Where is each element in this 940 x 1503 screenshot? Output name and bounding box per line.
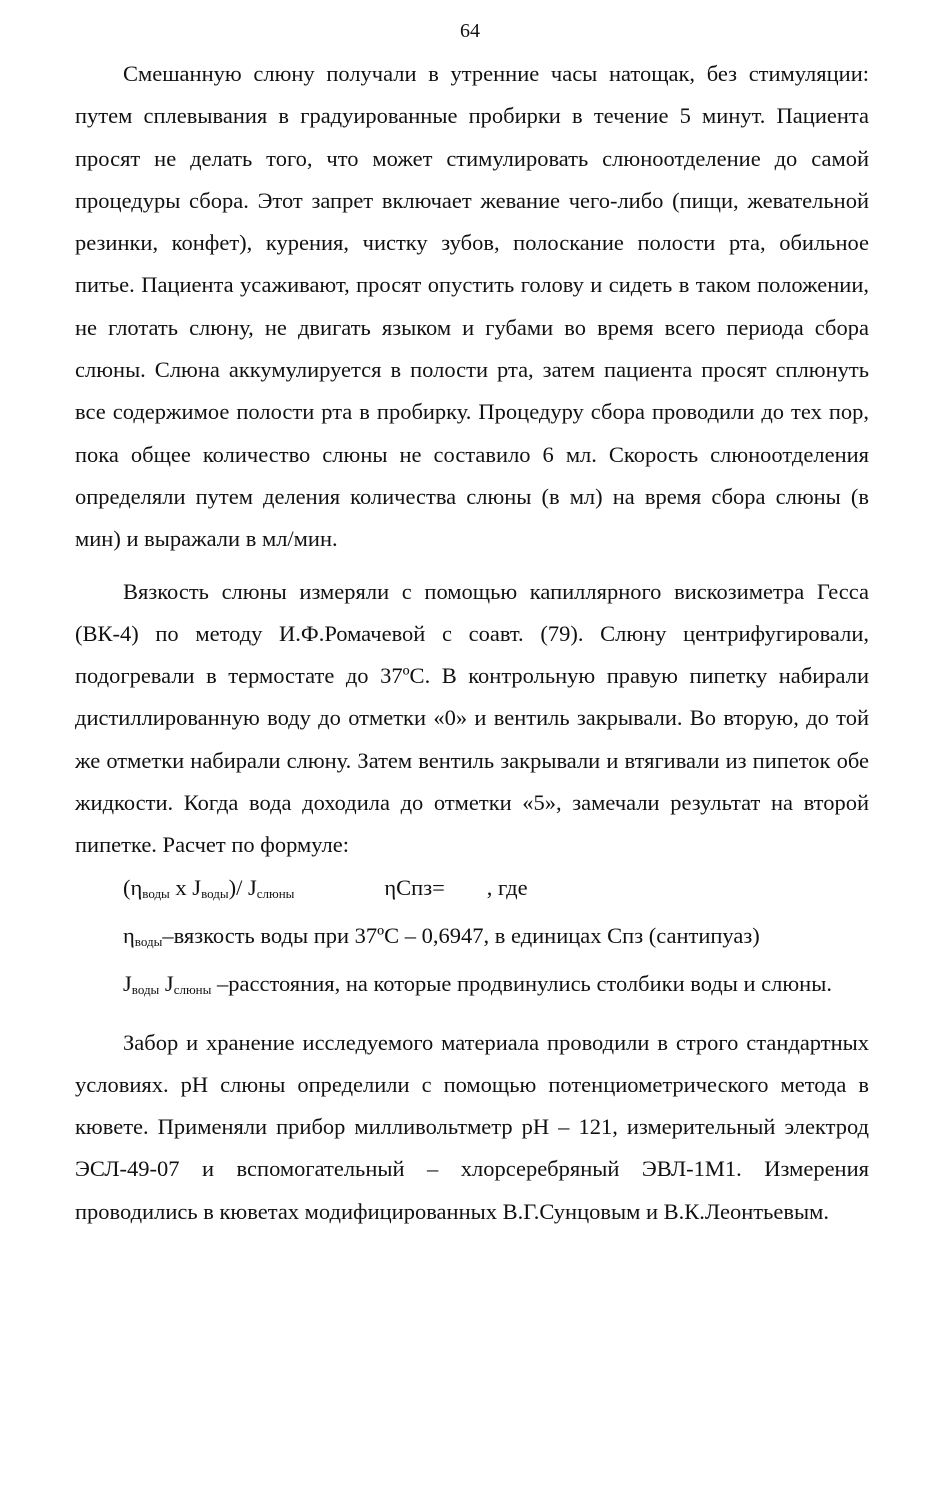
- definition-water-viscosity: [75, 915, 869, 963]
- definition-distances: [75, 963, 869, 1011]
- formula-divide: )/ J: [228, 874, 257, 900]
- document-body: [75, 53, 869, 1233]
- def2-symbol2: J: [159, 971, 174, 997]
- paragraph-saliva-collection: Смешанную слюну получали в утренние часы натощак, без стимуляции: путем сплевывания в градуированные пробирки в течение 5 минут. Пациента просят не делать того, что может стимулировать слюноотделение до самой процедуры сбора. Этот запрет включает жевание чего-либо (пищи, жевательной резинки, конфет), курения, чистку зубов, полоскание полости рта, обильное питье. Пациента усаживают, просят опустить голову и сидеть в таком положении, не глотать слюну, не двигать языком и губами во время всего периода сбора слюны. Слюна аккумулируется в полости рта, затем пациента просят сплюнуть все содержимое полости рта в пробирку. Процедуру сбора проводили до тех пор, пока общее количество слюны не составило 6 мл. Скорость слюноотделения определяли путем деления количества слюны (в мл) на время сбора слюны (в мин) и выражали в мл/мин.: [75, 61, 869, 552]
- def1-text: –вязкость воды при 37ºС – 0,6947, в единицах Спз (сантипуаз): [162, 922, 760, 948]
- def2-sub2: слюны: [173, 982, 212, 998]
- formula-sub-water-2: воды: [201, 885, 229, 901]
- page-number: 64: [460, 20, 480, 42]
- def1-sub: воды: [134, 933, 163, 949]
- formula-sub-saliva: слюны: [256, 885, 295, 901]
- viscosity-formula: [75, 867, 869, 915]
- paragraph-ph-measurement: Забор и хранение исследуемого материала проводили в строго стандартных условиях. pH слюны определили с помощью потенциометрического метода в кювете. Применяли прибор милливольтметр pH – 121, измерительный электрод ЭСЛ-49-07 и вспомогательный – хлорсеребряный ЭВЛ-1М1. Измерения проводились в кюветах модифицированных В.Г.Сунцовым и В.К.Леонтьевым.: [75, 1029, 869, 1224]
- formula-tail: , где: [486, 874, 528, 900]
- def2-symbol1: J: [123, 971, 132, 997]
- def2-sub1: воды: [131, 982, 160, 998]
- def1-symbol: η: [123, 922, 135, 948]
- formula-times: x J: [169, 874, 202, 900]
- formula-open: (η: [123, 874, 143, 900]
- paragraph-viscosity: Вязкость слюны измеряли с помощью капиллярного вискозиметра Гесса (ВК-4) по методу И.Ф.Ромачевой с соавт. (79). Слюну центрифугировали, подогревали в термостате до 37ºС. В контрольную правую пипетку набирали дистиллированную воду до отметки «0» и вентиль закрывали. Во вторую, до той же отметки набирали слюну. Затем вентиль закрывали и втягивали из пипеток обе жидкости. Когда вода доходила до отметки «5», замечали результат на второй пипетке. Расчет по формуле:: [75, 578, 869, 858]
- formula-sub-water: воды: [142, 885, 170, 901]
- def2-text: –расстояния, на которые продвинулись столбики воды и слюны.: [211, 971, 832, 997]
- formula-result: ηСпз=: [384, 874, 445, 900]
